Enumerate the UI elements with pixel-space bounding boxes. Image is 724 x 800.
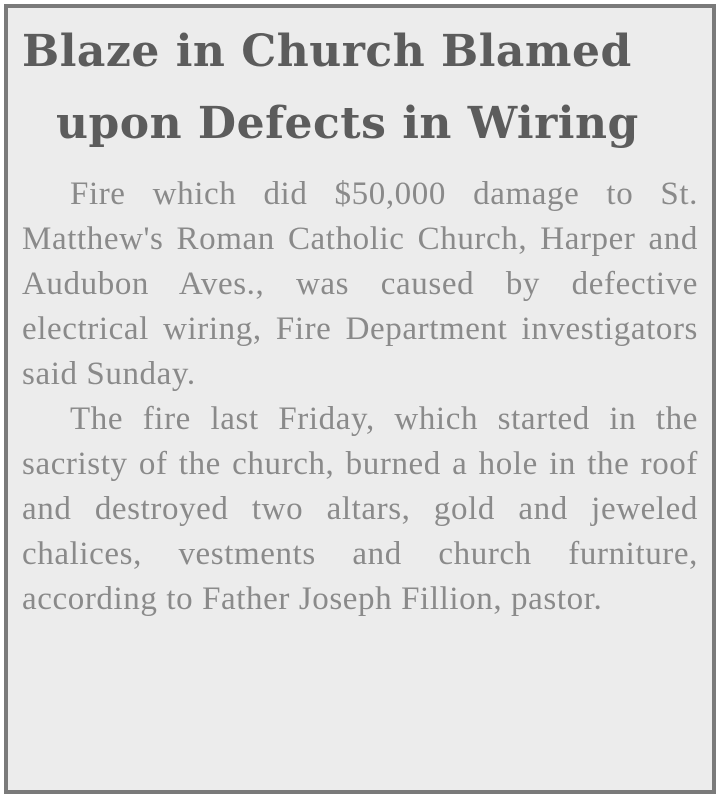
article-body xyxy=(22,172,698,622)
article-paragraph-2: The fire last Friday, which started in the sacristy of the church, burned a hole in the roof and destroyed two altars, gold and jeweled chalices, vestments and church furniture, according to Father Joseph Fillion, pastor. xyxy=(22,401,698,617)
headline-line-2: upon Defects in Wiring xyxy=(56,98,639,149)
article-paragraph-1: Fire which did $50,000 damage to St. Matthew's Roman Catholic Church, Harper and Audubon Aves., was caused by defective electrical wiring, Fire Department investigators said Sunday. xyxy=(22,176,698,392)
newspaper-clipping xyxy=(4,4,716,794)
headline-line-1: Blaze in Church Blamed xyxy=(22,26,632,77)
